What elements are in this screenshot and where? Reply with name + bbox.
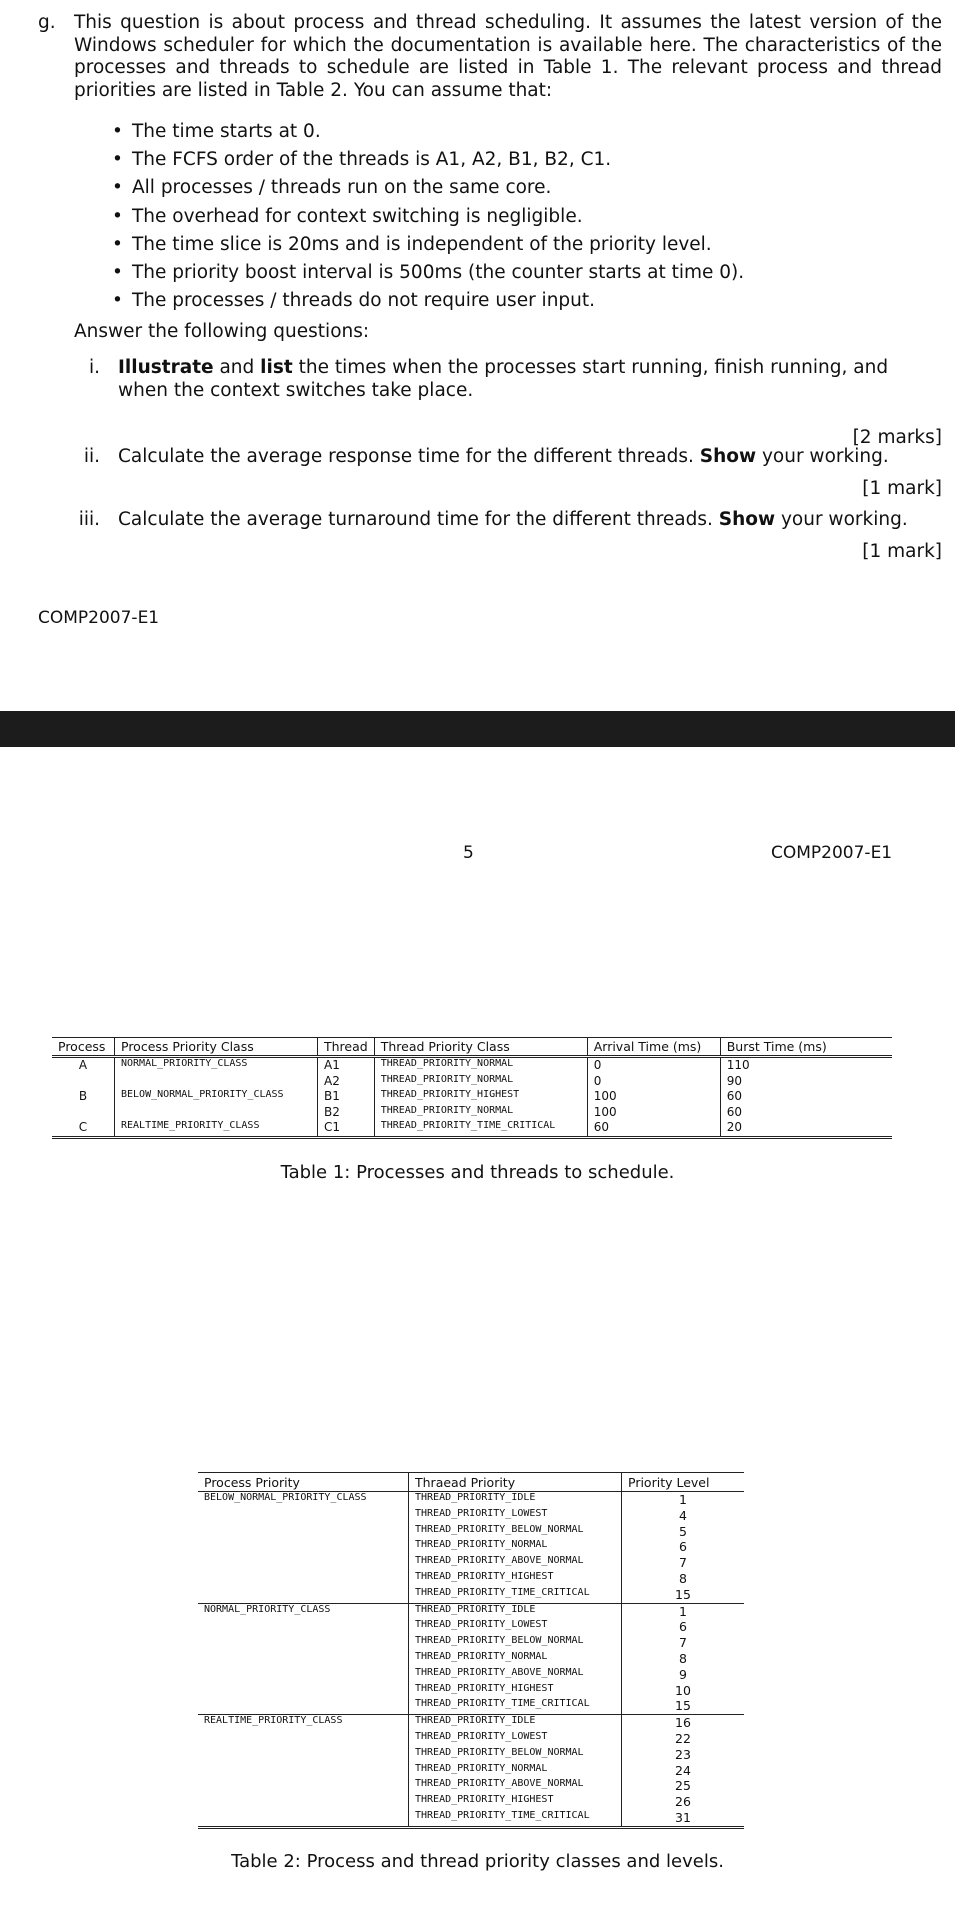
emphasis-text: Show (718, 509, 776, 530)
column-header: Burst Time (ms) (720, 1038, 892, 1057)
table-cell: 7 (679, 1635, 687, 1651)
table-cell: THREAD_PRIORITY_NORMAL (374, 1057, 587, 1074)
table-cell: 100 (587, 1089, 720, 1105)
process-priority-cell: BELOW_NORMAL_PRIORITY_CLASS (198, 1492, 409, 1604)
marks-label: [1 mark] (862, 478, 942, 499)
table-cell: 20 (726, 1120, 742, 1134)
table-cell (52, 1074, 115, 1090)
table-cell: THREAD_PRIORITY_LOWEST (409, 1731, 622, 1747)
sub-question-text (118, 446, 889, 469)
list-item: • All processes / threads run on the same core. (112, 177, 744, 205)
table-cell: THREAD_PRIORITY_IDLE (409, 1715, 622, 1731)
table-cell: THREAD_PRIORITY_NORMAL (409, 1539, 622, 1555)
list-item: • The time starts at 0. (112, 121, 744, 149)
table-row (198, 1603, 744, 1619)
column-header: Thread Priority Class (374, 1038, 587, 1057)
list-item: • The priority boost interval is 500ms (the counter starts at time 0). (112, 262, 744, 290)
table-cell: THREAD_PRIORITY_ABOVE_NORMAL (409, 1667, 622, 1683)
table-row (52, 1057, 892, 1074)
table-cell: B (52, 1089, 115, 1105)
table-cell: C (52, 1120, 115, 1137)
table-cell: 23 (675, 1746, 691, 1762)
sub-question-number: i. (88, 357, 100, 378)
priority-levels-table (198, 1472, 744, 1829)
table-cell: 5 (679, 1523, 687, 1539)
process-priority-cell: REALTIME_PRIORITY_CLASS (198, 1715, 409, 1828)
table-cell: THREAD_PRIORITY_IDLE (409, 1603, 622, 1619)
table-cell (115, 1074, 318, 1090)
emphasis-text: list (260, 357, 293, 378)
table-cell: THREAD_PRIORITY_HIGHEST (409, 1794, 622, 1810)
table-cell: B2 (318, 1105, 375, 1121)
table-cell: 26 (675, 1794, 691, 1810)
sub-question-text-line2: when the context switches take place. (118, 380, 474, 401)
process-priority-cell: NORMAL_PRIORITY_CLASS (198, 1603, 409, 1715)
table-cell: 60 (587, 1120, 720, 1137)
table-row (198, 1492, 744, 1508)
table-cell: 15 (675, 1698, 691, 1714)
table-cell: 15 (675, 1586, 691, 1602)
table-cell: C1 (318, 1120, 375, 1137)
column-header: Process (52, 1038, 115, 1057)
table-cell: 24 (675, 1762, 691, 1778)
column-header: Priority Level (622, 1473, 745, 1492)
table-cell: THREAD_PRIORITY_HIGHEST (409, 1571, 622, 1587)
table-cell: THREAD_PRIORITY_ABOVE_NORMAL (409, 1778, 622, 1794)
column-header: Thraead Priority (409, 1473, 622, 1492)
table-row (52, 1089, 892, 1105)
table-cell: 100 (587, 1105, 720, 1121)
table-cell: 110 (726, 1058, 750, 1072)
table-cell: 60 (726, 1104, 742, 1119)
table-row (52, 1120, 892, 1137)
table-cell: THREAD_PRIORITY_HIGHEST (374, 1089, 587, 1105)
table-cell: THREAD_PRIORITY_ABOVE_NORMAL (409, 1555, 622, 1571)
page-number: 5 (463, 843, 474, 863)
table-cell: THREAD_PRIORITY_TIME_CRITICAL (409, 1587, 622, 1603)
table-cell: 0 (587, 1074, 720, 1090)
table-cell: THREAD_PRIORITY_LOWEST (409, 1619, 622, 1635)
text-fragment: the times when the processes start running, finish running, and (292, 357, 889, 378)
assumption-list (112, 121, 744, 318)
sub-question-text (118, 509, 908, 532)
table-cell: THREAD_PRIORITY_NORMAL (374, 1074, 587, 1090)
sub-question-i (74, 357, 942, 448)
text-fragment: and (213, 357, 261, 378)
footer-course-code: COMP2007-E1 (38, 608, 160, 628)
table-cell (52, 1105, 115, 1121)
table-cell: THREAD_PRIORITY_IDLE (409, 1492, 622, 1508)
table-cell: 4 (679, 1507, 687, 1523)
table-cell: 0 (587, 1057, 720, 1074)
table-cell: B1 (318, 1089, 375, 1105)
text-fragment: Calculate the average turnaround time for the different threads. (118, 509, 719, 530)
table-row (198, 1715, 744, 1731)
table-cell: 1 (679, 1492, 687, 1507)
table-cell: THREAD_PRIORITY_NORMAL (409, 1651, 622, 1667)
column-header: Process Priority Class (115, 1038, 318, 1057)
question-letter: g. (38, 12, 56, 33)
table-cell: THREAD_PRIORITY_HIGHEST (409, 1683, 622, 1699)
table-cell: THREAD_PRIORITY_BELOW_NORMAL (409, 1635, 622, 1651)
answer-intro: Answer the following questions: (74, 321, 370, 342)
text-fragment: Calculate the average response time for the different threads. (118, 446, 700, 467)
table-cell: NORMAL_PRIORITY_CLASS (115, 1057, 318, 1074)
table-cell: THREAD_PRIORITY_LOWEST (409, 1508, 622, 1524)
sub-question-ii (74, 446, 942, 498)
table-cell: 1 (622, 1603, 745, 1619)
text-fragment: your working. (756, 446, 889, 467)
table-cell: 8 (679, 1570, 687, 1586)
column-header: Thread (318, 1038, 375, 1057)
table-cell: 31 (675, 1809, 691, 1825)
table-cell: A (52, 1057, 115, 1074)
table-cell: REALTIME_PRIORITY_CLASS (115, 1120, 318, 1137)
table-row (52, 1074, 892, 1090)
table-cell: 7 (679, 1555, 687, 1571)
table-caption: Table 2: Process and thread priority classes and levels. (231, 1851, 724, 1872)
table-cell: 6 (679, 1539, 687, 1555)
table-cell: 9 (679, 1666, 687, 1682)
table-cell: THREAD_PRIORITY_BELOW_NORMAL (409, 1524, 622, 1540)
table-cell: THREAD_PRIORITY_TIME_CRITICAL (374, 1120, 587, 1137)
table-cell: A2 (318, 1074, 375, 1090)
emphasis-text: Show (699, 446, 757, 467)
sub-question-number: ii. (83, 446, 100, 467)
table-cell: THREAD_PRIORITY_BELOW_NORMAL (409, 1747, 622, 1763)
processes-table (52, 1037, 892, 1139)
emphasis-text: Illustrate (118, 357, 214, 378)
table-cell: 6 (679, 1619, 687, 1635)
table-caption: Table 1: Processes and threads to schedule. (280, 1162, 675, 1183)
table-cell: 10 (675, 1682, 691, 1698)
table-cell: THREAD_PRIORITY_TIME_CRITICAL (409, 1698, 622, 1714)
table-cell: 16 (622, 1715, 745, 1731)
table-cell: 90 (726, 1073, 742, 1088)
list-item: • The processes / threads do not require user input. (112, 290, 744, 318)
header-course-code: COMP2007-E1 (771, 843, 893, 863)
sub-question-number: iii. (78, 509, 100, 530)
table-cell: 8 (679, 1650, 687, 1666)
table-cell: THREAD_PRIORITY_NORMAL (374, 1105, 587, 1121)
page-separator-band (0, 711, 955, 747)
table-cell: BELOW_NORMAL_PRIORITY_CLASS (115, 1089, 318, 1105)
table-row (52, 1105, 892, 1121)
list-item: • The FCFS order of the threads is A1, A2, B1, B2, C1. (112, 149, 744, 177)
table-cell (115, 1105, 318, 1121)
list-item: • The overhead for context switching is negligible. (112, 206, 744, 234)
column-header: Process Priority (198, 1473, 409, 1492)
table-cell: A1 (318, 1057, 375, 1074)
list-item: • The time slice is 20ms and is independent of the priority level. (112, 234, 744, 262)
table-cell: 22 (675, 1730, 691, 1746)
text-fragment: your working. (775, 509, 908, 530)
sub-question-iii (74, 509, 942, 561)
table-cell: THREAD_PRIORITY_NORMAL (409, 1763, 622, 1779)
table-header-row (52, 1038, 892, 1057)
table-cell: 25 (675, 1778, 691, 1794)
column-header: Arrival Time (ms) (587, 1038, 720, 1057)
table-cell: THREAD_PRIORITY_TIME_CRITICAL (409, 1810, 622, 1827)
marks-label: [2 marks] (852, 427, 942, 448)
table-cell: 60 (726, 1089, 742, 1103)
question-intro: This question is about process and thread scheduling. It assumes the latest version of the Windows scheduler for which the documentation is available here. The characteristics of the processes and threads to schedule are listed in Table 1. The relevant process and thread priorities are listed in Table 2. You can assume that: (74, 12, 942, 101)
marks-label: [1 mark] (862, 541, 942, 562)
sub-question-text (118, 357, 888, 380)
table-header-row (198, 1473, 744, 1492)
